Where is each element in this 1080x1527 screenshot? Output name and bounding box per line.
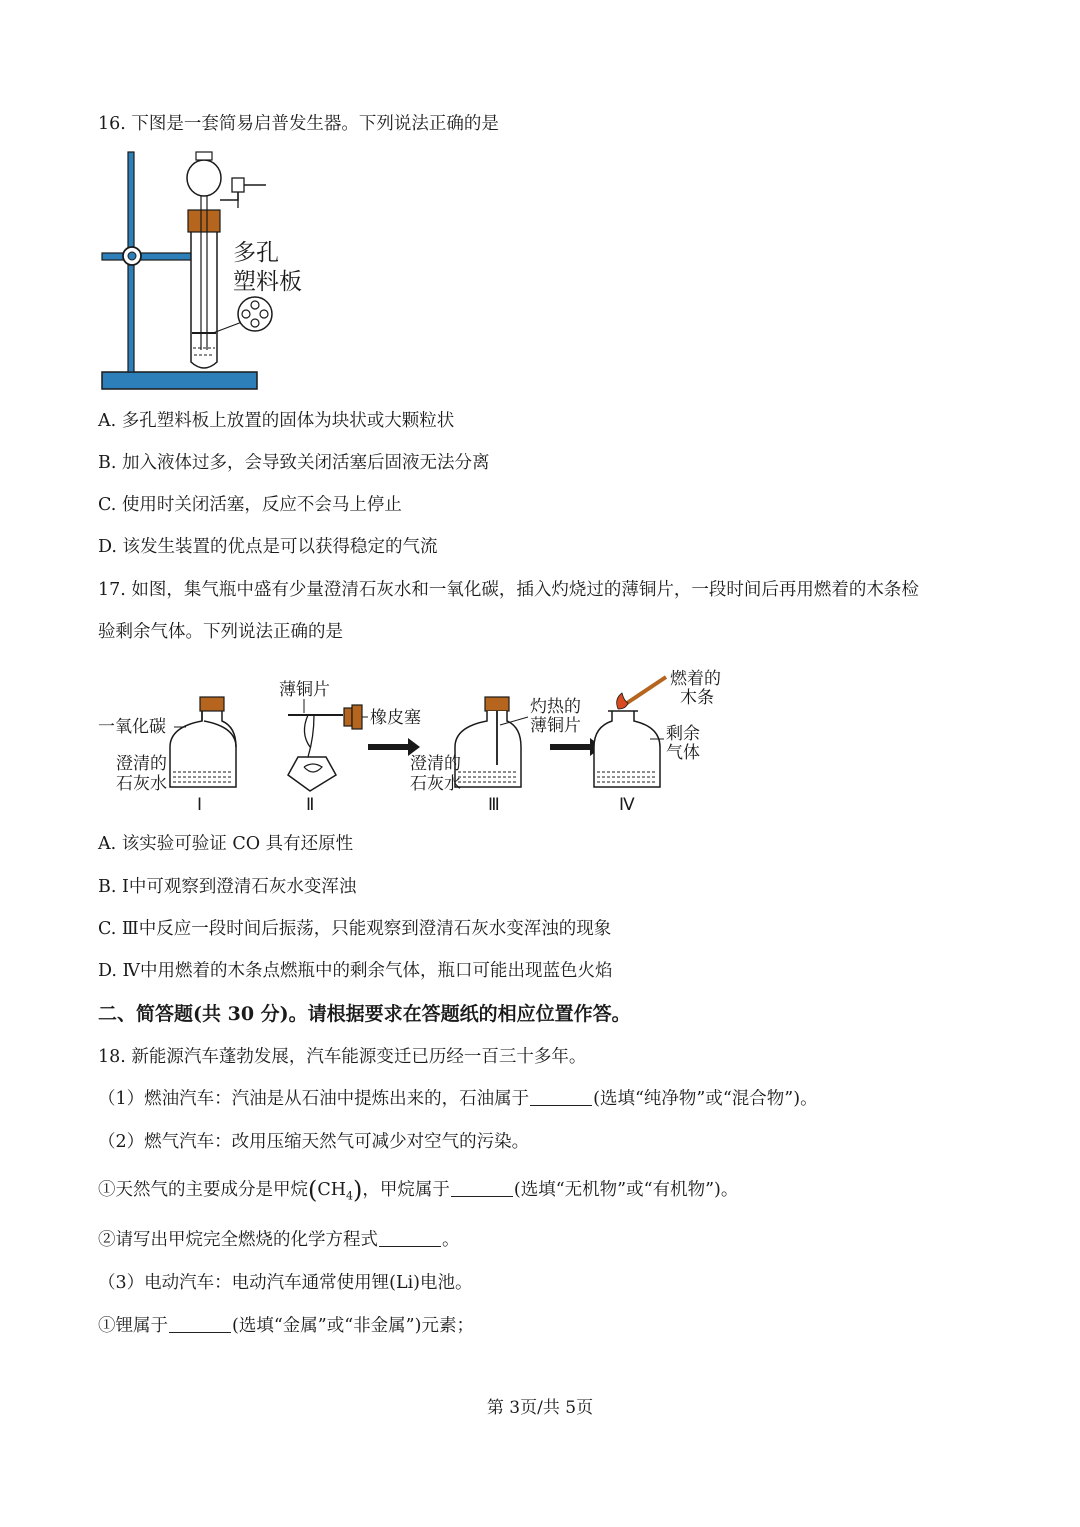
answer-blank-3[interactable]: [379, 1229, 441, 1247]
remaining-label-2: 气体: [666, 743, 700, 763]
burning-label-1: 燃着的: [670, 669, 721, 689]
stopcock: [232, 178, 244, 192]
q18-part-2b: ②请写出甲烷完全燃烧的化学方程式 。: [98, 1230, 460, 1250]
hot-copper-label-2: 薄铜片: [530, 716, 581, 736]
burning-label-2: 木条: [680, 688, 714, 708]
page-footer: 第 3页/共 5页: [486, 1398, 594, 1418]
stand-base: [102, 372, 257, 389]
hot-copper-label-1: 灼热的: [530, 697, 581, 717]
limewater-label-1b: 石灰水: [116, 774, 167, 794]
q16-option-b: B. 加入液体过多，会导致关闭活塞后固液无法分离: [98, 453, 490, 473]
numeral-4: Ⅳ: [619, 795, 635, 815]
plate-label-1: 多孔: [233, 240, 279, 266]
plate-label-2: 塑料板: [233, 269, 302, 295]
q17-stem-line2: 验剩余气体。下列说法正确的是: [98, 622, 343, 642]
limewater-label-3a: 澄清的: [410, 754, 461, 774]
q18-part-2: （2）燃气汽车：改用压缩天然气可减少对空气的污染。: [98, 1132, 530, 1152]
test-tube: [191, 230, 217, 368]
stopper-label: 橡皮塞: [370, 708, 421, 728]
methane-formula: CH: [317, 1180, 347, 1200]
alcohol-lamp: [288, 757, 336, 791]
q16-option-a: A. 多孔塑料板上放置的固体为块状或大颗粒状: [98, 411, 455, 431]
q17-option-b: B. Ⅰ中可观察到澄清石灰水变浑浊: [98, 877, 357, 897]
remaining-label-1: 剩余: [666, 724, 700, 744]
q16-option-d: D. 该发生装置的优点是可以获得稳定的气流: [98, 537, 438, 557]
funnel-bulb: [187, 160, 221, 196]
q18-part-3: （3）电动汽车：电动汽车通常使用锂(Li)电池。: [98, 1273, 473, 1293]
answer-blank-2[interactable]: [451, 1179, 513, 1197]
rubber-stopper: [352, 705, 362, 729]
co-label: 一氧化碳: [98, 717, 166, 737]
q18-stem: 18. 新能源汽车蓬勃发展，汽车能源变迁已历经一百三十多年。: [98, 1047, 587, 1067]
numeral-2: Ⅱ: [306, 795, 315, 815]
kipp-generator-figure: [98, 150, 318, 395]
section-2-heading: 二、简答题(共 30 分)。请根据要求在答题纸的相应位置作答。: [98, 1003, 631, 1025]
stopper: [188, 210, 220, 232]
q16-option-c: C. 使用时关闭活塞，反应不会马上停止: [98, 495, 402, 515]
q17-option-a: A. 该实验可验证 CO 具有还原性: [98, 834, 354, 854]
q17-option-c: C. Ⅲ中反应一段时间后振荡，只能观察到澄清石灰水变浑浊的现象: [98, 919, 612, 939]
co-experiment-figure: [98, 665, 738, 815]
q18-part-2a: ①天然气的主要成分是甲烷$(CH_4)$，甲烷属于 (选填“无机物”或“有机物”)。: [98, 1176, 739, 1204]
numeral-3: Ⅲ: [488, 795, 500, 815]
limewater-label-3b: 石灰水: [410, 774, 461, 794]
q17-option-d: D. Ⅳ中用燃着的木条点燃瓶中的剩余气体，瓶口可能出现蓝色火焰: [98, 961, 613, 981]
q18-part-3a: ①锂属于 (选填“金属”或“非金属”)元素；: [98, 1316, 474, 1336]
copper-label: 薄铜片: [279, 680, 330, 700]
bottle-4: [594, 711, 660, 787]
burning-splint: [624, 677, 666, 705]
q18-part-1: （1）燃油汽车：汽油是从石油中提炼出来的，石油属于 (选填“纯净物”或“混合物”)。: [98, 1089, 818, 1109]
answer-blank-4[interactable]: [169, 1315, 231, 1333]
bottle-3: [455, 711, 521, 787]
q17-stem-line1: 17. 如图，集气瓶中盛有少量澄清石灰水和一氧化碳，插入灼烧过的薄铜片，一段时间后再用燃着的木条检: [98, 580, 919, 600]
q16-stem: 16. 下图是一套简易启普发生器。下列说法正确的是: [98, 114, 499, 134]
flame: [617, 693, 628, 709]
limewater-label-1a: 澄清的: [116, 754, 167, 774]
numeral-1: Ⅰ: [197, 795, 203, 815]
answer-blank-1[interactable]: [530, 1088, 592, 1106]
